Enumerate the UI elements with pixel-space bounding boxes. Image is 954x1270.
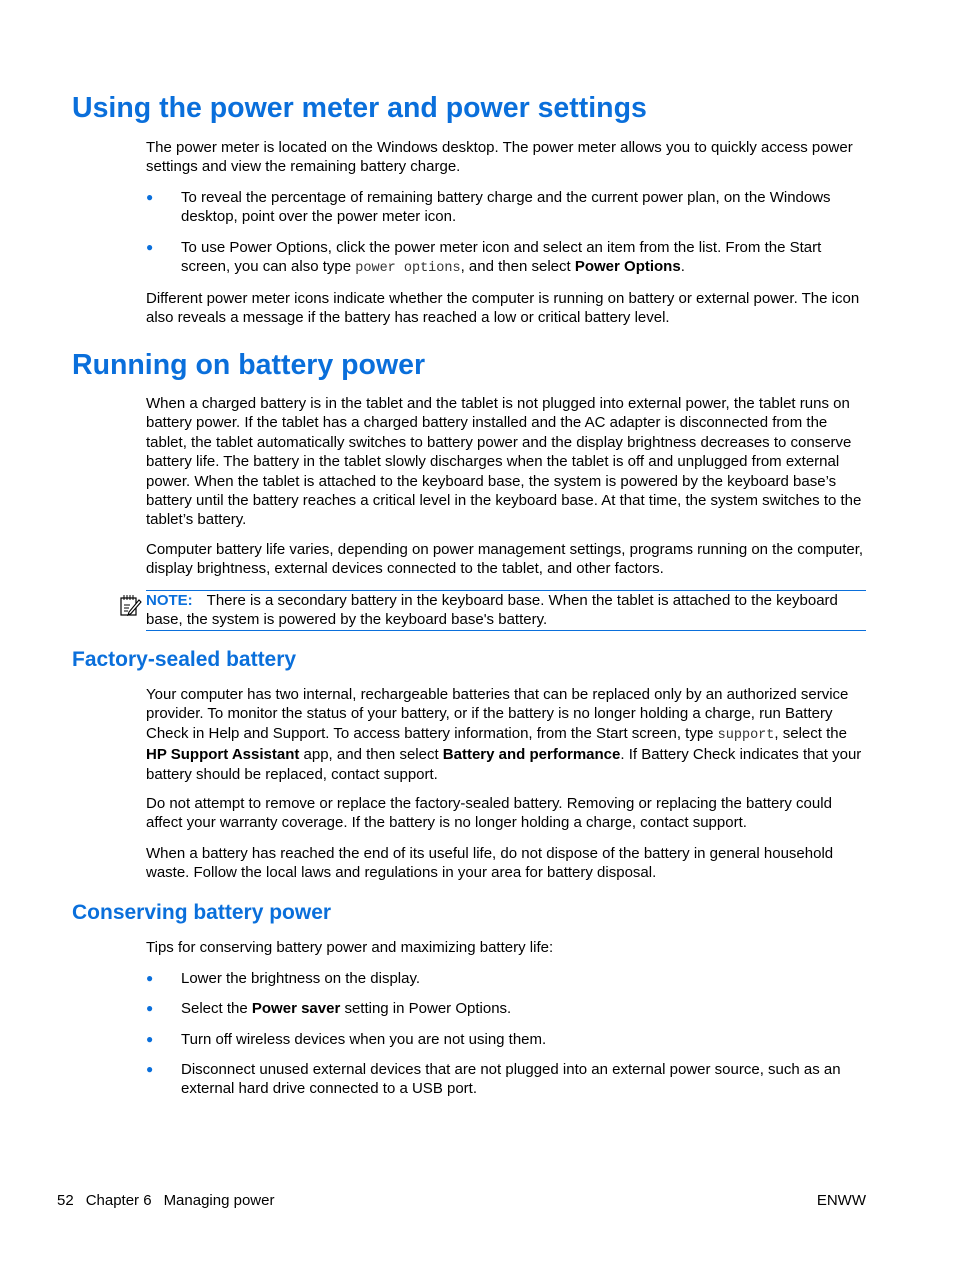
bullet-icon: ● — [146, 240, 154, 254]
paragraph: The power meter is located on the Windows desktop. The power meter allows you to quickly access power settings and view the remaining battery charge. — [146, 139, 853, 176]
bullet-icon: ● — [146, 190, 154, 204]
bold-text: Battery and performance — [442, 746, 621, 764]
list-item-text: To reveal the percentage of remaining battery charge and the current power plan, on the Windows desktop, point over the power meter icon. — [181, 189, 831, 226]
paragraph: Different power meter icons indicate whether the computer is running on battery or external power. The icon also reveals a message if the battery has reached a low or critical battery level. — [146, 290, 860, 327]
paragraph: When a battery has reached the end of its useful life, do not dispose of the battery in general household waste. Follow the local laws and regulations in your area for battery disposal. — [146, 845, 834, 882]
section-heading-factory-sealed: Factory-sealed battery — [72, 648, 297, 671]
note-text — [146, 591, 864, 630]
note-box — [146, 590, 866, 631]
bullet-icon: ● — [146, 971, 154, 985]
text-run: To use Power Options, click the power meter icon and select an item from the list. From the Start screen, you can also type — [181, 239, 822, 276]
bullet-icon: ● — [146, 1062, 154, 1076]
note-icon — [118, 593, 142, 617]
note-body: There is a secondary battery in the keyboard base. When the tablet is attached to the keyboard base, the system is powered by the keyboard base's battery. — [146, 592, 838, 629]
bold-text: Power Options — [574, 258, 681, 276]
page-number: 52 — [57, 1192, 74, 1209]
section-heading-battery-power: Running on battery power — [72, 349, 426, 381]
page-footer-right: ENWW — [816, 1192, 866, 1209]
list-item-text: Lower the brightness on the display. — [181, 970, 421, 987]
code-text: power options — [355, 261, 461, 277]
list-item-text — [181, 999, 867, 1018]
list-item-text: Turn off wireless devices when you are not using them. — [181, 1031, 547, 1048]
text-run: , select the — [774, 724, 847, 742]
text-run: , and then select — [460, 258, 575, 276]
section-heading-power-meter: Using the power meter and power settings — [72, 92, 647, 124]
bold-text: Power saver — [251, 1000, 341, 1017]
list-item-text — [181, 238, 867, 279]
paragraph: Tips for conserving battery power and maximizing battery life: — [146, 939, 554, 956]
text-run: . If Battery Check indicates that your battery should be replaced, contact support. — [146, 746, 862, 783]
bullet-icon: ● — [146, 1032, 154, 1046]
paragraph: When a charged battery is in the tablet and the tablet is not plugged into external power, the tablet runs on battery power. If the tablet has a charged battery installed and the AC adapter is disconnected from the tablet, the tablet automatically switches to battery power and the display brightness decreases to conserve battery life. The battery in the tablet slowly discharges when the tablet is off and unplugged from external power. When the tablet is attached to the keyboard base, the system is powered by the keyboard base’s battery until the battery reaches a critical level in the keyboard base. At that time, the system switches to the tablet’s battery. — [146, 395, 862, 529]
bullet-icon: ● — [146, 1001, 154, 1015]
code-text: support — [717, 727, 775, 743]
paragraph: Do not attempt to remove or replace the factory-sealed battery. Removing or replacing the battery could affect your warranty coverage. If the battery is no longer holding a charge, contact support. — [146, 795, 832, 832]
chapter-number: Chapter 6 — [85, 1192, 152, 1209]
page-footer-left — [57, 1191, 286, 1210]
paragraph: Computer battery life varies, depending on power management settings, programs running on the computer, display brightness, external devices connected to the tablet, and other factors. — [146, 541, 864, 578]
chapter-title: Managing power — [163, 1192, 275, 1209]
list-item-text: Disconnect unused external devices that are not plugged into an external power source, such as an external hard drive connected to a USB port. — [181, 1061, 841, 1098]
section-heading-conserving: Conserving battery power — [72, 901, 332, 924]
text-run: Select the — [181, 1000, 252, 1017]
text-run: setting in Power Options. — [340, 1000, 512, 1017]
text-run: . — [680, 258, 685, 276]
bold-text: HP Support Assistant — [146, 746, 300, 764]
text-run: Your computer has two internal, rechargeable batteries that can be replaced only by an authorized service provider. To monitor the status of your battery, or if the battery is no longer holding a charge, run Battery Check in Help and Support. To access battery information, from the Start screen, type — [146, 686, 849, 742]
paragraph — [146, 685, 864, 784]
text-run: app, and then select — [299, 746, 443, 764]
note-label: NOTE: — [146, 592, 193, 609]
